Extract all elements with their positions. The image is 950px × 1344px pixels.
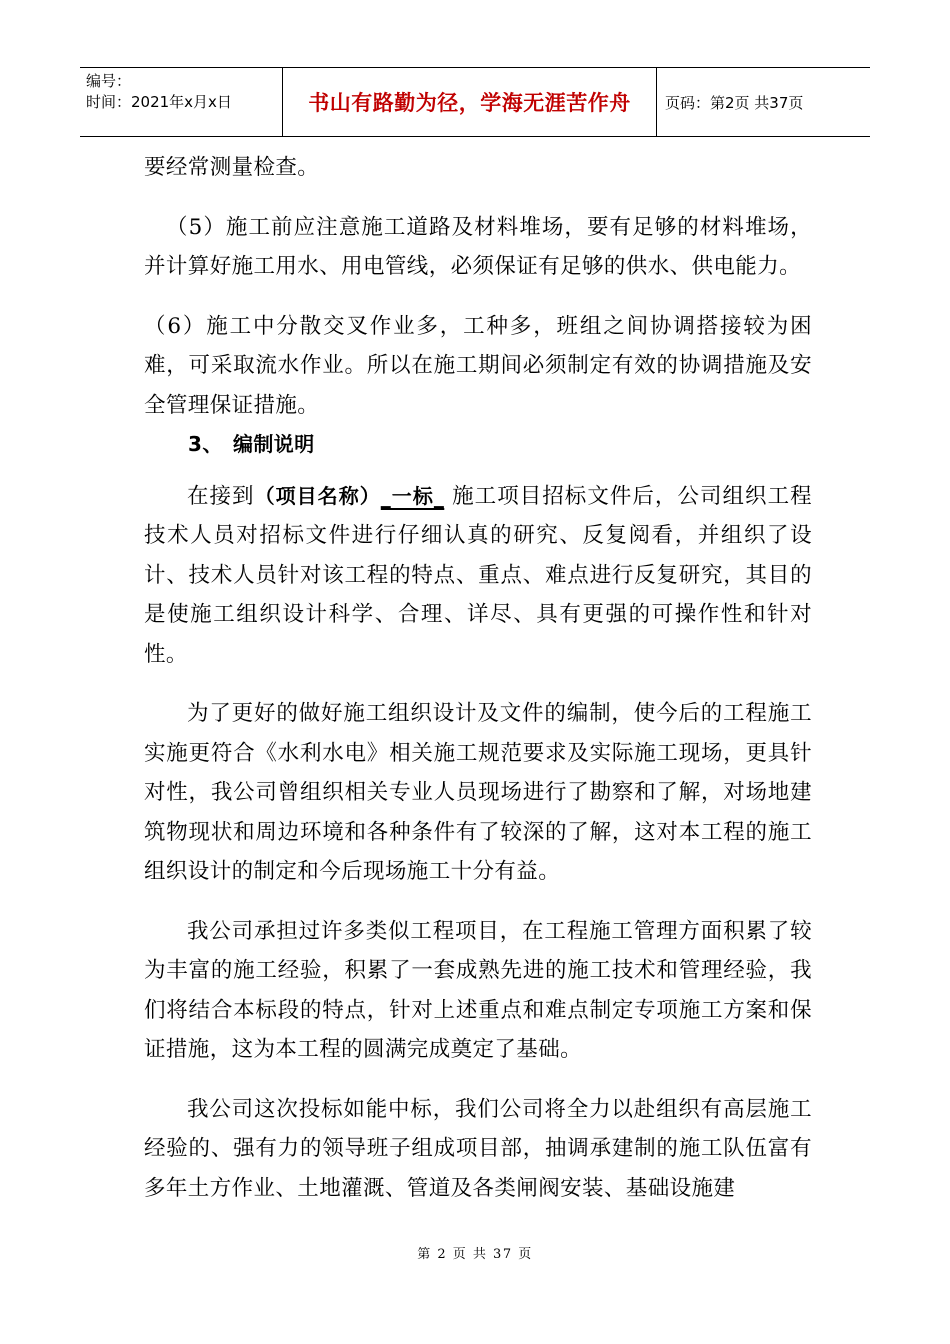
section-heading — [144, 425, 812, 465]
paragraph-introduction — [144, 477, 812, 675]
intro-lead-text: 在接到 — [187, 483, 255, 509]
header-meta — [80, 68, 283, 136]
page-footer: 第 2 页 共 37 页 — [417, 1247, 533, 1262]
paragraph-site-survey: 为了更好的做好施工组织设计及文件的编制，使今后的工程施工实施更符合《水利水电》相关施工规范要求及实际施工现场，更具针对性，我公司曾组织相关专业人员现场进行了勘察和了解，对场地建筑物现状和周边环境和各种条件有了较深的了解，这对本工程的施工组织设计的制定和今后现场施工十分有益。 — [144, 701, 812, 884]
document-date-label: 时间：2021年x月x日 — [86, 93, 232, 111]
paragraph-continuation: 要经常测量检查。 — [144, 155, 320, 180]
intro-rest-text: 施工项目招标文件后，公司组织工程技术人员对招标文件进行仔细认真的研究、反复阅看，并组织了设计、技术人员针对该工程的特点、重点、难点进行反复研究，其目的是使施工组织设计科学、合理、详尽、具有更强的可操作性和针对性。 — [144, 483, 813, 667]
section-number: 3、 — [188, 432, 223, 456]
project-name-placeholder: （项目名称） — [254, 483, 381, 508]
paragraph-item-6: （6）施工中分散交叉作业多，工种多，班组之间协调搭接较为困难，可采取流水作业。所以在施工期间必须制定有效的协调措施及安全管理保证措施。 — [144, 313, 812, 418]
paragraph-experience: 我公司承担过许多类似工程项目，在工程施工管理方面积累了较为丰富的施工经验，积累了一套成熟先进的施工技术和管理经验，我们将结合本标段的特点，针对上述重点和难点制定专项施工方案和保证措施，这为本工程的圆满完成奠定了基础。 — [144, 918, 812, 1062]
header-page-cell — [657, 68, 870, 136]
document-body — [144, 148, 812, 1208]
header-motto: 书山有路勤为径，学海无涯苦作舟 — [308, 91, 631, 115]
bid-section-mark: _一标_ — [380, 483, 445, 508]
paragraph-item-5: （5）施工前应注意施工道路及材料堆场，要有足够的材料堆场，并计算好施工用水、用电管线，必须保证有足够的供水、供电能力。 — [144, 214, 812, 279]
document-number-label: 编号： — [86, 72, 132, 90]
page-header — [80, 67, 870, 137]
header-motto-cell — [283, 68, 657, 136]
header-page-number: 页码：第2页 共37页 — [665, 93, 804, 112]
section-title: 编制说明 — [233, 432, 315, 456]
paragraph-commitment: 我公司这次投标如能中标，我们公司将全力以赴组织有高层施工经验的、强有力的领导班子组成项目部，抽调承建制的施工队伍富有多年土方作业、土地灌溉、管道及各类闸阀安装、基础设施建 — [144, 1096, 812, 1201]
